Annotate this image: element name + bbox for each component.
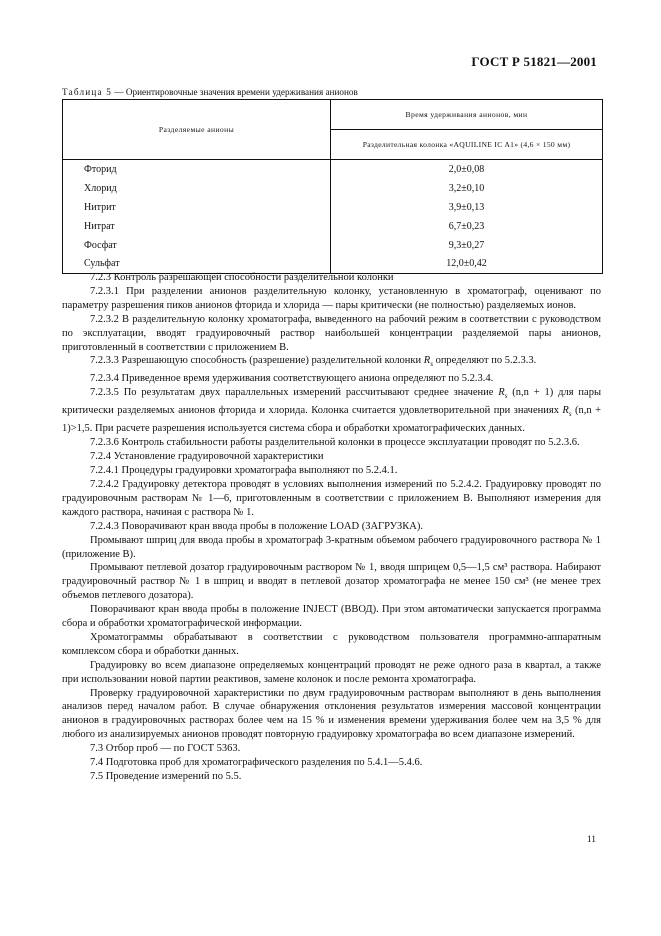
paragraph: 7.2.3.6 Контроль стабильности работы разделительной колонки в процессе эксплуатации проводят по 5.2.3.6. <box>90 437 580 449</box>
paragraph: 7.5 Проведение измерений по 5.5. <box>90 771 242 782</box>
column-header-retention-time: Время удерживания анионов, мин <box>331 100 603 130</box>
retention-time: 12,0±0,42 <box>331 254 603 273</box>
paragraph: 7.2.3.4 Приведенное время удерживания соответствующего аниона определяют по 5.2.3.4. <box>90 373 494 385</box>
paragraph: Промывают петлевой дозатор градуировочным раствором № 1, вводя шприцем 0,5—1,5 см³ раствора. Набирают градуировочный раствор № 1 в шприц и вводят в петлевой дозатор хроматографа не менее 150 см³ (не менее трех объемов петлевого дозатора). <box>62 562 601 602</box>
paragraph: 7.2.4.3 Поворачивают кран ввода пробы в положение LOAD (ЗАГРУЗКА). <box>90 520 423 532</box>
anion-name: Фторид <box>63 160 331 179</box>
paragraph: Хроматограммы обрабатывают в соответствии с руководством пользователя программно-аппаратным комплексом сбора и обработки данных. <box>62 631 601 657</box>
paragraph: 7.3 Отбор проб — по ГОСТ 5363. <box>90 743 241 755</box>
paragraph: 7.2.4 Установление градуировочной характеристики <box>90 451 324 463</box>
paragraph: 7.2.4.1 Процедуры градуировки хроматографа выполняют по 5.2.4.1. <box>90 465 398 477</box>
paragraph: 7.2.4.2 Градуировку детектора проводят в условиях выполнения измерений по 5.2.4.2. Градуировку проводят по градуировочным растворам № 1—6, приготовленным в соответствии с приложением В. Выполняют измерения для каждого раствора, начиная с раствора № 1. <box>62 478 601 518</box>
retention-time-table <box>62 99 603 274</box>
retention-time: 3,2±0,10 <box>331 179 603 198</box>
retention-time: 9,3±0,27 <box>331 236 603 255</box>
paragraph: Поворачивают кран ввода пробы в положение INJECT (ВВОД). При этом автоматически запускается программа сбора и обработки хроматографической информации. <box>62 604 601 630</box>
paragraph: 7.4 Подготовка проб для хроматографического разделения по 5.4.1—5.4.6. <box>90 757 423 769</box>
table-row <box>63 160 603 179</box>
paragraph: Градуировку во всем диапазоне определяемых концентраций проводят не реже одного раза в квартал, а также при использовании новой партии реактивов, замене колонок и после ремонта хроматографа. <box>62 659 601 685</box>
paragraph: 7.2.3.1 При разделении анионов разделительную колонку, установленную в хроматограф, оценивают по параметру разрешения пиков анионов фторида и хлорида — пары критически (не полностью) разделяемых ионов. <box>62 285 601 311</box>
column-subheader-column: Разделительная колонка «AQUILINE IC A1» (4,6 × 150 мм) <box>331 130 603 160</box>
anion-name: Нитрит <box>63 198 331 217</box>
table-caption <box>62 87 602 97</box>
table-caption-label: Таблица 5 <box>62 87 113 97</box>
paragraph: 7.2.3 Контроль разрешающей способности разделительной колонки <box>90 272 394 283</box>
page-number: 11 <box>586 835 596 845</box>
retention-time: 6,7±0,23 <box>331 217 603 236</box>
table-row <box>63 217 603 236</box>
anion-name: Хлорид <box>63 179 331 198</box>
paragraph: Промывают шприц для ввода пробы в хроматограф 3-кратным объемом рабочего градуировочного раствора № 1 (приложение В). <box>62 534 601 560</box>
paragraph: 7.2.3.2 В разделительную колонку хроматографа, выведенного на рабочий режим в соответствии с руководством по эксплуатации, вводят градуировочный раствор наибольшей концентрации разделяемой пары анионов, приготовленный в соответствии с приложением В. <box>62 313 601 353</box>
retention-time: 2,0±0,08 <box>331 160 603 179</box>
paragraph: 7.2.3.3 Разрешающую способность (разрешение) разделительной колонки $R_s$ определяют по 5.2.3.3. <box>90 355 537 369</box>
anion-name: Сульфат <box>63 254 331 273</box>
table-row <box>63 179 603 198</box>
column-header-anions: Разделяемые анионы <box>63 100 331 160</box>
anion-name: Фосфат <box>63 236 331 255</box>
retention-time: 3,9±0,13 <box>331 198 603 217</box>
table-row <box>63 236 603 255</box>
body-text <box>62 271 601 784</box>
paragraph: Проверку градуировочной характеристики по двум градуировочным растворам выполняют в день выполнения анализов перед началом работ. В случае обнаружения отклонения результатов измерения массовой концентрации анионов в градуировочных растворах более чем на 15 % и изменения времени удерживания более чем на 3,5 % для любого из анализируемых анионов проводят повторную градуировку хроматографа во всем диапазоне измерений. <box>62 687 601 741</box>
paragraph: 7.2.3.5 По результатам двух параллельных измерений рассчитывают среднее значение $R_s$ (n,n + 1) для пары критически разделяемых анионов фторида и хлорида. Колонка считается удовлетворительной при значениях $R_s$ (n,n + 1)>1,5. При расчете разрешения используется система сбора и обработки хроматографических данных. <box>62 387 601 435</box>
table-caption-text: — Ориентировочные значения времени удерживания анионов <box>112 87 358 97</box>
table-row <box>63 198 603 217</box>
document-code: ГОСТ Р 51821—2001 <box>471 54 597 69</box>
anion-name: Нитрат <box>63 217 331 236</box>
